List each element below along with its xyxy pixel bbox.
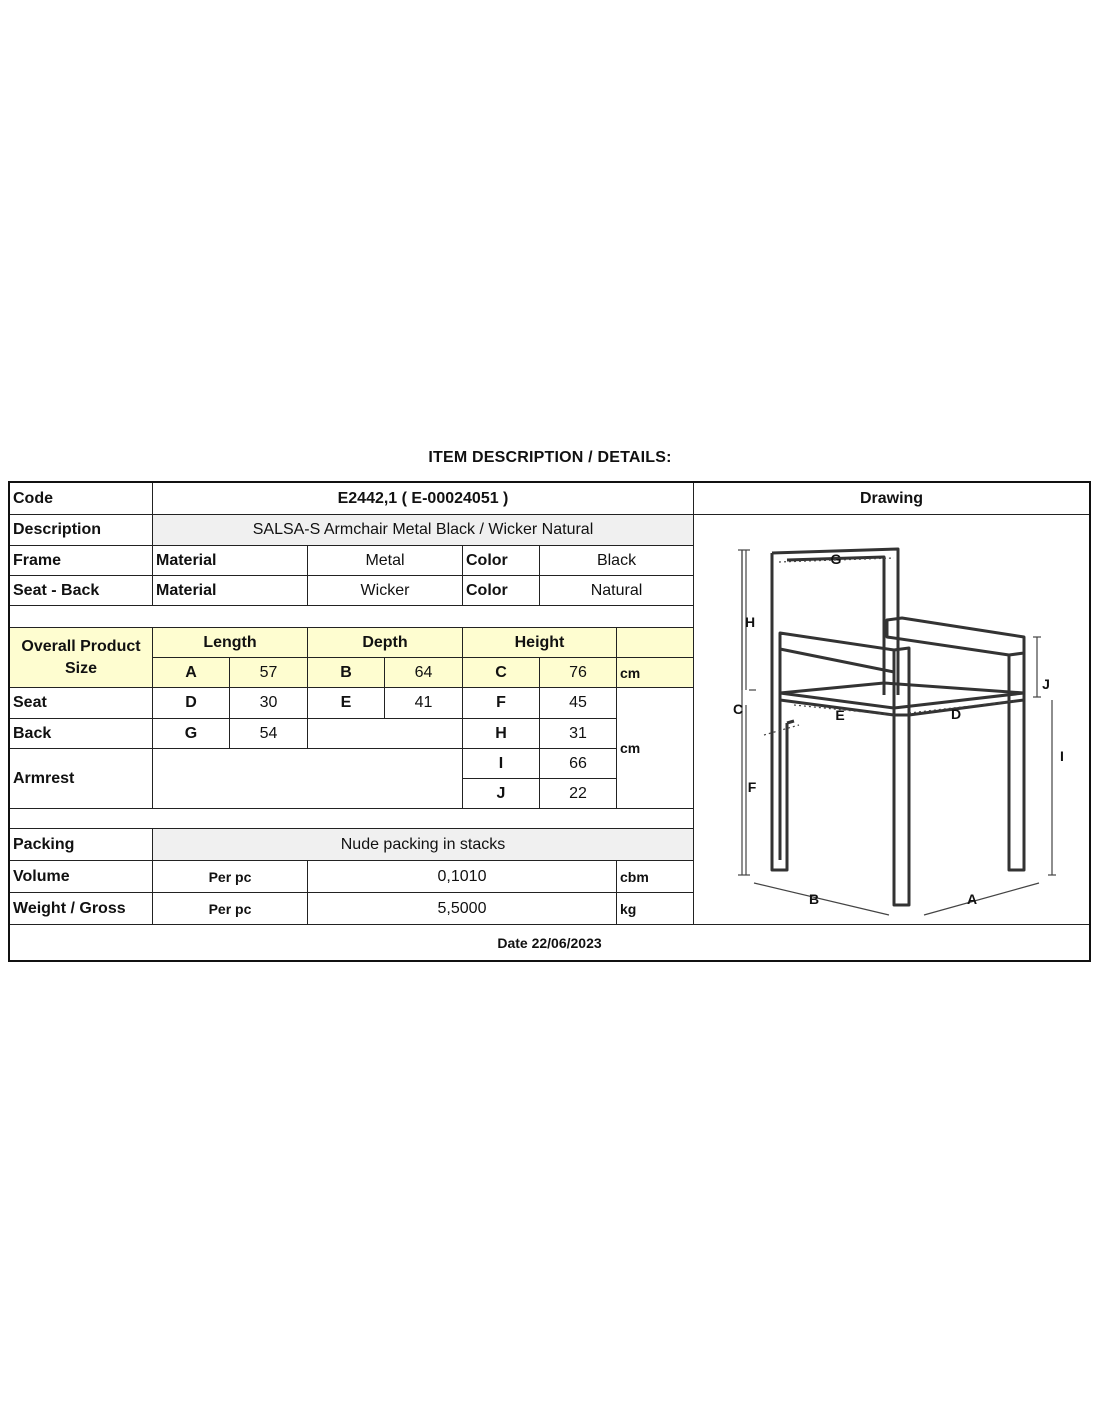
overall-a-value: 57 [230,658,308,688]
weight-per: Per pc [153,893,308,925]
seat-back-color-label: Color [463,576,540,606]
drawing-label: Drawing [694,483,1089,515]
frame-color-label: Color [463,546,540,576]
armrest-i-value: 66 [540,749,617,779]
drawing-letter-d: D [950,706,962,722]
drawing-letter-c: C [732,701,744,717]
drawing-letter-g: G [830,551,842,567]
frame-material-label: Material [153,546,308,576]
armrest-j-letter: J [463,779,540,809]
page-title: ITEM DESCRIPTION / DETAILS: [428,449,672,466]
description-value: SALSA-S Armchair Metal Black / Wicker Natural [153,515,694,546]
drawing-letter-f: F [747,779,757,795]
weight-unit: kg [617,893,694,925]
seat-back-label: Seat - Back [10,576,153,606]
armrest-j-value: 22 [540,779,617,809]
back-g-letter: G [153,719,230,749]
drawing-letter-b: B [808,891,820,907]
overall-a-letter: A [153,658,230,688]
seat-e-value: 41 [385,688,463,719]
chair-drawing [694,515,1089,925]
volume-value: 0,1010 [308,861,617,893]
item-details-sheet [8,481,1091,962]
armrest-empty-cell [153,749,463,809]
overall-b-value: 64 [385,658,463,688]
back-g-value: 54 [230,719,308,749]
volume-per: Per pc [153,861,308,893]
overall-c-letter: C [463,658,540,688]
overall-size-label-line1: Overall Product [21,637,141,655]
armrest-i-letter: I [463,749,540,779]
height-header: Height [463,628,617,658]
volume-unit: cbm [617,861,694,893]
seat-f-value: 45 [540,688,617,719]
seat-e-letter: E [308,688,385,719]
overall-c-value: 76 [540,658,617,688]
drawing-letter-a: A [966,891,978,907]
overall-size-label [10,628,153,688]
packing-label: Packing [10,829,153,861]
weight-value: 5,5000 [308,893,617,925]
description-label: Description [10,515,153,546]
seat-d-value: 30 [230,688,308,719]
overall-unit: cm [617,658,694,688]
drawing-letter-j: J [1042,676,1050,692]
code-label: Code [10,483,153,515]
packing-value: Nude packing in stacks [153,829,694,861]
spacer-row-2 [10,809,694,829]
volume-label: Volume [10,861,153,893]
frame-material: Metal [308,546,463,576]
dimensions-unit: cm [617,688,694,809]
chair-drawing-svg [694,515,1089,925]
drawing-letter-e: E [835,707,845,723]
seat-back-material: Wicker [308,576,463,606]
seat-label: Seat [10,688,153,719]
code-value: E2442,1 ( E-00024051 ) [153,483,694,515]
back-empty-cell [308,719,463,749]
frame-label: Frame [10,546,153,576]
seat-d-letter: D [153,688,230,719]
armrest-label: Armrest [10,749,153,809]
header-empty-cell [617,628,694,658]
seat-back-material-label: Material [153,576,308,606]
length-header: Length [153,628,308,658]
depth-header: Depth [308,628,463,658]
seat-f-letter: F [463,688,540,719]
back-h-value: 31 [540,719,617,749]
date-footer: Date 22/06/2023 [497,934,602,951]
seat-back-color: Natural [540,576,694,606]
weight-label: Weight / Gross [10,893,153,925]
back-h-letter: H [463,719,540,749]
spacer-row [10,606,694,628]
overall-size-label-line2: Size [64,659,97,677]
frame-color: Black [540,546,694,576]
overall-b-letter: B [308,658,385,688]
drawing-letter-h: H [744,614,756,630]
back-label: Back [10,719,153,749]
drawing-letter-i: I [1060,748,1064,764]
